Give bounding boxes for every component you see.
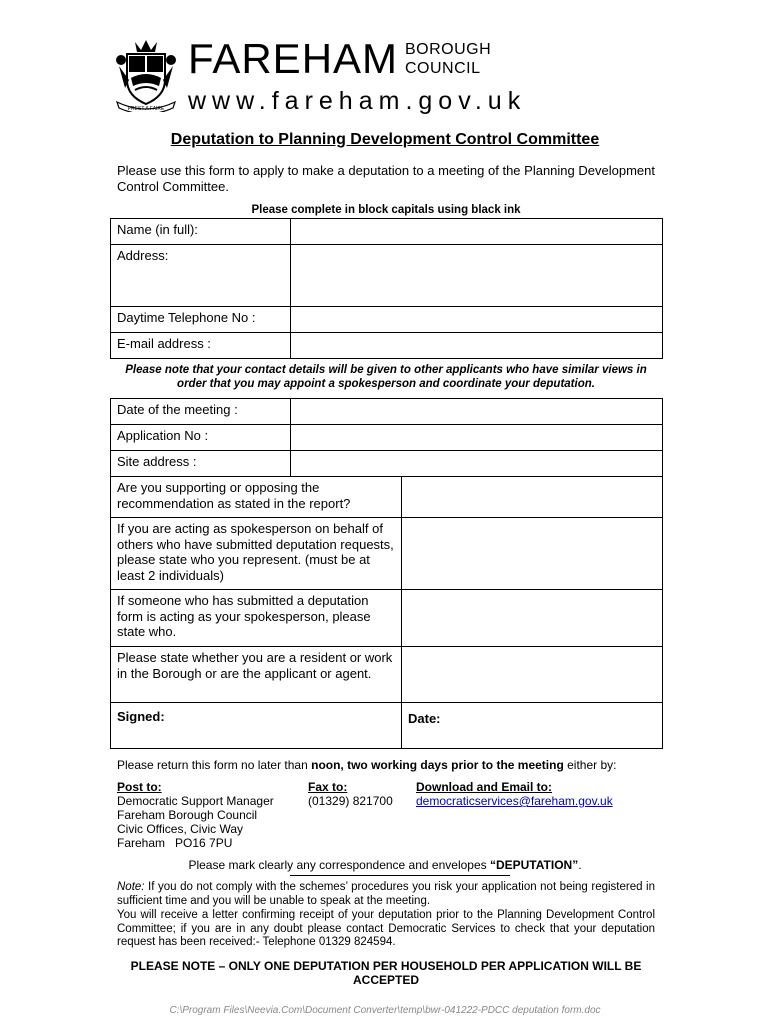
org-subtitle-council: COUNCIL: [405, 60, 481, 77]
questions-table: [110, 476, 663, 749]
address-field[interactable]: [291, 245, 663, 307]
fax-section: [308, 780, 393, 808]
mark-envelopes-note: [0, 858, 770, 872]
table-row: [111, 425, 663, 451]
fax-number: (01329) 821700: [308, 794, 393, 808]
contact-details-table: [110, 218, 663, 359]
post-line: Civic Offices, Civic Way: [117, 822, 244, 836]
note-label: Note:: [117, 881, 145, 893]
fax-heading: Fax to:: [308, 780, 348, 794]
table-row: [111, 451, 663, 477]
website-address: www.fareham.gov.uk: [188, 87, 527, 115]
note-paragraph: [117, 881, 655, 908]
table-row: [111, 477, 663, 518]
telephone-label: Daytime Telephone No :: [111, 307, 291, 333]
your-spokesperson-field[interactable]: [402, 590, 663, 647]
table-row: [111, 307, 663, 333]
org-subtitle-borough: BOROUGH: [405, 41, 492, 58]
mark-suffix: .: [578, 858, 582, 872]
post-line: Fareham Borough Council: [117, 808, 258, 822]
table-row: [111, 219, 663, 245]
divider: [290, 875, 510, 876]
support-oppose-label: Are you supporting or opposing the recommendation as stated in the report?: [111, 477, 402, 518]
meeting-date-label: Date of the meeting :: [111, 399, 291, 425]
block-capitals-note: Please complete in block capitals using black ink: [251, 204, 521, 216]
return-suffix: either by:: [563, 758, 617, 772]
spokesperson-behalf-label: If you are acting as spokesperson on behalf of others who have submitted deputation requests, please state who you represent. (must be at least 2 individuals): [111, 518, 402, 590]
name-label: Name (in full):: [111, 219, 291, 245]
form-title: Deputation to Planning Development Control Committee: [170, 131, 600, 148]
application-no-label: Application No :: [111, 425, 291, 451]
email-label: E-mail address :: [111, 333, 291, 359]
meeting-details-table: [110, 398, 663, 477]
resident-status-label: Please state whether you are a resident or work in the Borough or are the applicant or agent.: [111, 647, 402, 703]
footer-file-path: C:\Program Files\Neevia.Com\Document Converter\temp\bwr-041222-PDCC deputation form.doc: [169, 1005, 601, 1016]
mark-keyword: “DEPUTATION”: [489, 858, 579, 872]
your-spokesperson-label: If someone who has submitted a deputation form is acting as your spokesperson, please state who.: [111, 590, 402, 647]
table-row: [111, 518, 663, 590]
signed-field[interactable]: Signed:: [111, 703, 402, 749]
post-heading: Post to:: [117, 780, 162, 794]
post-line: Democratic Support Manager: [117, 794, 274, 808]
email-heading: Download and Email to:: [416, 780, 553, 794]
site-address-field[interactable]: [291, 451, 663, 477]
post-section: [117, 780, 274, 850]
confirmation-paragraph: You will receive a letter confirming receipt of your deputation prior to the Planning Development Control Committee; if you are in any doubt please contact Democratic Services to check that your deputation request has been received:- Telephone 01329 824594.: [117, 909, 655, 948]
mark-prefix: Please mark clearly any correspondence and envelopes: [188, 858, 490, 872]
return-deadline: noon, two working days prior to the meeting: [311, 758, 564, 772]
return-prefix: Please return this form no later than: [117, 758, 312, 772]
table-row: [111, 590, 663, 647]
org-name: FAREHAM: [188, 35, 399, 82]
final-note: PLEASE NOTE – ONLY ONE DEPUTATION PER HOUSEHOLD PER APPLICATION WILL BE ACCEPTED: [130, 959, 642, 987]
intro-text: Please use this form to apply to make a deputation to a meeting of the Planning Development Control Committee.: [117, 163, 655, 194]
return-instructions: [117, 758, 662, 772]
resident-status-field[interactable]: [402, 647, 663, 703]
note-text: If you do not comply with the schemes’ procedures you risk your application not being registered in sufficient time and you will be unable to speak at the meeting.: [117, 881, 655, 907]
email-field[interactable]: [291, 333, 663, 359]
crest-motto: PREST A FAIRE: [127, 106, 165, 112]
table-row: [111, 399, 663, 425]
contact-details-note: Please note that your contact details will be given to other applicants who have similar views in order that you may appoint a spokesperson and coordinate your deputation.: [125, 364, 647, 390]
post-line: Fareham PO16 7PU: [117, 836, 233, 850]
telephone-field[interactable]: [291, 307, 663, 333]
email-section: [416, 780, 613, 808]
table-row: [111, 703, 663, 749]
address-label: Address:: [111, 245, 291, 307]
name-field[interactable]: [291, 219, 663, 245]
date-field[interactable]: Date:: [402, 703, 663, 749]
table-row: [111, 333, 663, 359]
application-no-field[interactable]: [291, 425, 663, 451]
email-link[interactable]: democraticservices@fareham.gov.uk: [416, 794, 613, 808]
site-address-label: Site address :: [111, 451, 291, 477]
meeting-date-field[interactable]: [291, 399, 663, 425]
table-row: [111, 647, 663, 703]
support-oppose-field[interactable]: [402, 477, 663, 518]
council-crest-logo: [115, 40, 177, 112]
spokesperson-behalf-field[interactable]: [402, 518, 663, 590]
table-row: [111, 245, 663, 307]
